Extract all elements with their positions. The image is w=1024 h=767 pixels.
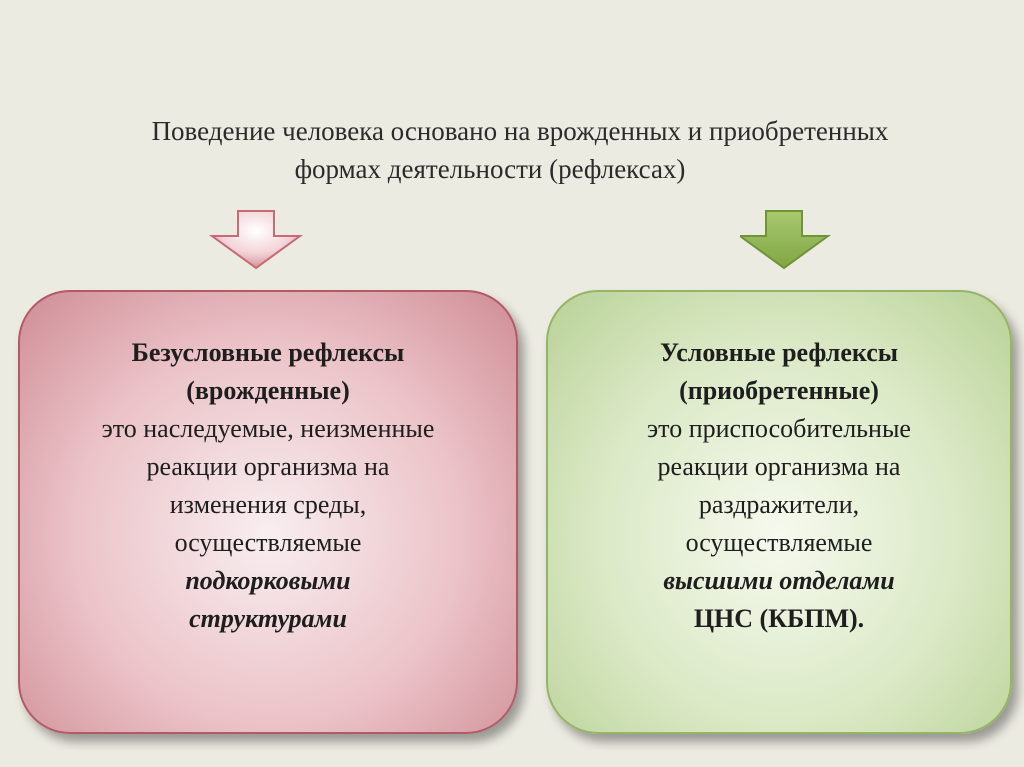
unconditioned-emphasis-1: подкорковыми <box>185 566 351 595</box>
conditioned-body-2: реакции организма на <box>657 452 901 481</box>
unconditioned-body-2: реакции организма на <box>146 452 390 481</box>
conditioned-emphasis-2: ЦНС (КБПМ). <box>693 604 865 633</box>
conditioned-reflexes-box <box>546 290 1012 734</box>
unconditioned-body-1: это наследуемые, неизменные <box>101 414 435 443</box>
unconditioned-emphasis-2: структурами <box>189 604 347 633</box>
pink-down-arrow-icon <box>208 208 308 272</box>
heading-line-1: Поведение человека основано на врожденных и приобретенных <box>151 116 889 146</box>
conditioned-body-4: осуществляемые <box>685 528 873 557</box>
conditioned-body-1: это приспособительные <box>647 414 911 443</box>
conditioned-subtitle: (приобретенные) <box>679 376 879 405</box>
unconditioned-body-3: изменения среды, <box>169 490 367 519</box>
unconditioned-title: Безусловные рефлексы <box>131 338 405 367</box>
conditioned-emphasis-1: высшими отделами <box>663 566 895 595</box>
conditioned-title: Условные рефлексы <box>659 338 899 367</box>
unconditioned-reflexes-box <box>18 290 518 734</box>
green-down-arrow-icon <box>740 208 840 272</box>
diagram-heading <box>40 112 1000 188</box>
conditioned-reflexes-text <box>548 334 1010 638</box>
unconditioned-reflexes-text <box>20 334 516 638</box>
unconditioned-subtitle: (врожденные) <box>186 376 350 405</box>
heading-line-2: формах деятельности (рефлексах) <box>294 154 686 184</box>
conditioned-body-3: раздражители, <box>698 490 860 519</box>
unconditioned-body-4: осуществляемые <box>174 528 362 557</box>
